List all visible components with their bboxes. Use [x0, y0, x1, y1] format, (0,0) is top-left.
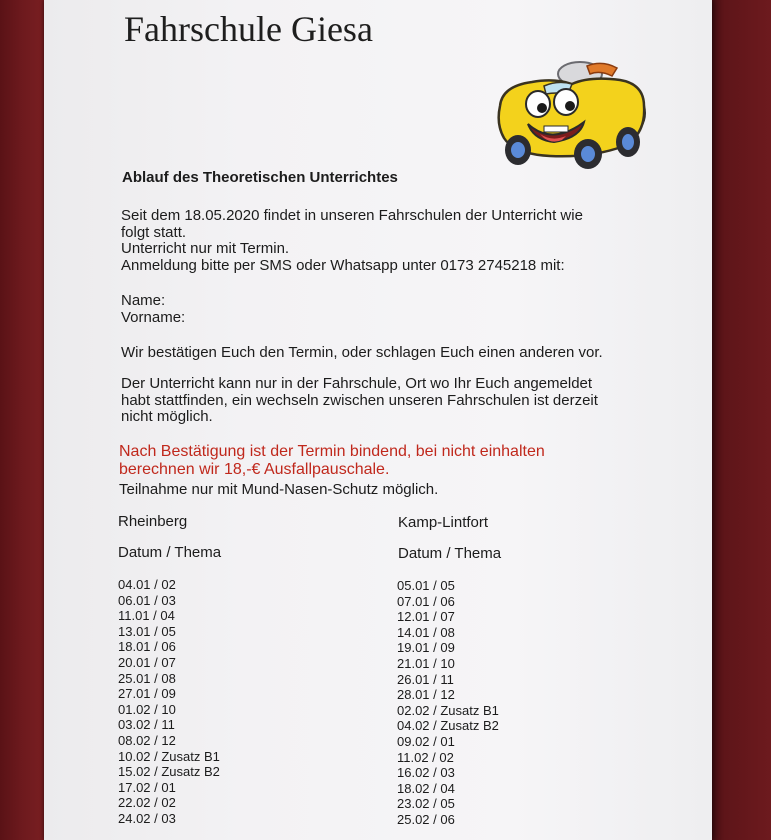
list-item: 25.02 / 06 [397, 811, 455, 827]
warning-line-1: Nach Bestätigung ist der Termin bindend, bei nicht einhalten [119, 443, 545, 460]
intro-line-2: folgt statt. [121, 223, 187, 241]
list-item: 20.01 / 07 [118, 654, 176, 670]
list-item: 23.02 / 05 [397, 796, 455, 812]
list-item: 15.02 / Zusatz B2 [118, 764, 220, 780]
list-item: 16.02 / 03 [397, 765, 455, 781]
list-item: 18.01 / 06 [118, 639, 176, 655]
list-item: 12.01 / 07 [397, 609, 455, 625]
list-item: 27.01 / 09 [118, 686, 176, 702]
list-item: 11.02 / 02 [397, 749, 454, 765]
form-vorname-label: Vorname: [121, 308, 186, 326]
list-item: 04.02 / Zusatz B2 [397, 718, 499, 734]
list-item: 28.01 / 12 [397, 687, 455, 703]
form-fields [121, 293, 185, 326]
warning-text [119, 443, 545, 479]
list-item: 14.01 / 08 [397, 624, 455, 640]
list-item: 17.02 / 01 [118, 779, 176, 795]
list-item: 19.01 / 09 [397, 640, 455, 656]
list-item: 13.01 / 05 [118, 623, 176, 639]
location-rheinberg: Rheinberg [118, 513, 188, 530]
form-name-label: Name: [121, 292, 166, 309]
intro-line-4: Anmeldung bitte per SMS oder Whatsapp unter 0173 2745218 mit: [121, 256, 565, 274]
list-item: 07.01 / 06 [397, 593, 455, 609]
list-item: 04.01 / 02 [118, 577, 176, 592]
schedule-list-kamp-lintfort [397, 578, 499, 828]
list-item: 02.02 / Zusatz B1 [397, 702, 499, 718]
list-item: 05.01 / 05 [397, 578, 455, 593]
mask-notice: Teilnahme nur mit Mund-Nasen-Schutz möglich. [119, 481, 439, 498]
intro-line-3: Unterricht nur mit Termin. [121, 240, 290, 257]
location-line-1: Der Unterricht kann nur in der Fahrschule, Ort wo Ihr Euch angemeldet [121, 375, 593, 392]
intro-line-1: Seit dem 18.05.2020 findet in unseren Fahrschulen der Unterricht wie [121, 207, 583, 224]
list-item: 22.02 / 02 [118, 795, 176, 811]
column-header-rheinberg: Datum / Thema [118, 544, 222, 561]
background-curtain [705, 0, 771, 840]
list-item: 10.02 / Zusatz B1 [118, 748, 220, 764]
list-item: 18.02 / 04 [397, 780, 455, 796]
warning-line-2: berechnen wir 18,-€ Ausfallpauschale. [119, 461, 390, 478]
location-line-3: nicht möglich. [121, 408, 213, 425]
list-item: 01.02 / 10 [118, 701, 176, 717]
location-line-2: habt stattfinden, ein wechseln zwischen unseren Fahrschulen ist derzeit [121, 391, 598, 409]
list-item: 21.01 / 10 [397, 655, 455, 671]
confirm-text: Wir bestätigen Euch den Termin, oder schlagen Euch einen anderen vor. [121, 344, 603, 361]
list-item: 24.02 / 03 [118, 810, 176, 826]
car-mascot-icon [492, 58, 652, 170]
location-kamp-lintfort: Kamp-Lintfort [398, 514, 489, 531]
schedule-list-rheinberg [118, 577, 220, 827]
location-text [121, 376, 598, 426]
intro-text [121, 208, 583, 274]
document-heading: Ablauf des Theoretischen Unterrichtes [122, 169, 398, 186]
list-item: 08.02 / 12 [118, 732, 176, 748]
list-item: 25.01 / 08 [118, 670, 176, 686]
list-item: 03.02 / 11 [118, 717, 175, 733]
school-title: Fahrschule Giesa [124, 9, 373, 49]
list-item: 09.02 / 01 [397, 733, 455, 749]
list-item: 06.01 / 03 [118, 592, 176, 608]
list-item: 11.01 / 04 [118, 608, 175, 624]
list-item: 26.01 / 11 [397, 671, 454, 687]
column-header-kamp-lintfort: Datum / Thema [398, 545, 502, 562]
